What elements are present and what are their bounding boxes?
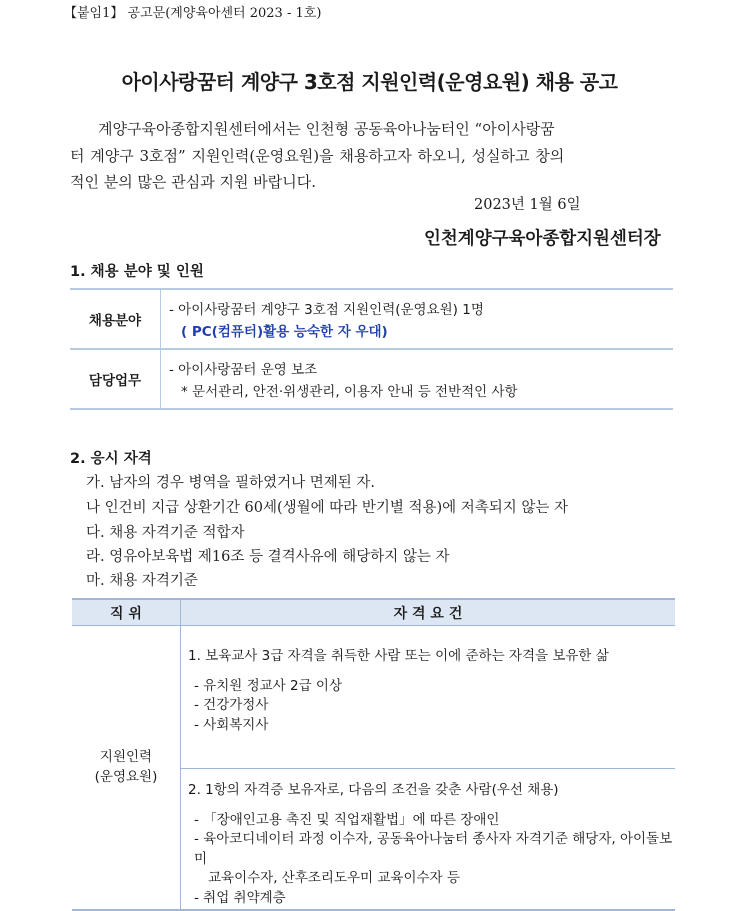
requirement-2-heading: 2. 1항의 자격증 보유자로, 다음의 조건을 갖춘 사람(우선 채용) — [188, 782, 559, 798]
recruitment-table — [70, 288, 673, 410]
qualification-item: 나 인건비 지급 상환기간 60세(생월에 따라 반기별 적용)에 저촉되지 않는 자 — [86, 500, 569, 516]
duty-line-1: - 아이사랑꿈터 운영 보조 — [169, 362, 318, 378]
qualification-item: 가. 남자의 경우 병역을 필하였거나 면제된 자. — [86, 475, 375, 491]
row-content-field — [161, 289, 674, 349]
requirement-2-item: - 「장애인고용 촉진 및 직업재활법」에 따른 장애인 — [194, 811, 500, 828]
qualification-table — [72, 598, 675, 911]
position-detail: (운영요원) — [94, 768, 158, 785]
table-row — [70, 349, 673, 409]
intro-line-1: 계양구육아종합지원센터에서는 인천형 공동육아나눔터인 “아이사랑꿈 — [98, 120, 555, 138]
requirement-2-item: - 육아코디네이터 과정 이수자, 공동육아나눔터 종사자 자격기준 해당자, 아이돌보미 — [194, 831, 673, 867]
qualification-item: 다. 채용 자격기준 적합자 — [86, 525, 245, 541]
organization-name: 인천계양구육아종합지원센터장 — [424, 229, 661, 249]
requirement-1-heading: 1. 보육교사 3급 자격을 취득한 사람 또는 이에 준하는 자격을 보유한 삶 — [188, 648, 609, 664]
table-row — [70, 289, 673, 349]
position-name: 지원인력 — [99, 749, 153, 766]
section2-heading: 2. 응시 자격 — [70, 451, 152, 467]
attachment-tag: 【붙임1】 공고문(계양육아센터 2023 - 1호) — [64, 6, 322, 21]
column-header-requirements: 자 격 요 건 — [181, 599, 676, 626]
qualification-item: 라. 영유아보육법 제16조 등 결격사유에 해당하지 않는 자 — [86, 549, 450, 565]
field-line-1: - 아이사랑꿈터 계양구 3호점 지원인력(운영요원) 1명 — [169, 302, 484, 318]
row-content-duty — [161, 349, 674, 409]
position-cell — [72, 626, 181, 911]
row-header-field: 채용분야 — [70, 289, 161, 349]
page-title: 아이사랑꿈터 계양구 3호점 지원인력(운영요원) 채용 공고 — [121, 70, 618, 94]
field-preference-note: ( PC(컴퓨터)활용 능숙한 자 우대) — [181, 324, 388, 340]
duty-line-2: * 문서관리, 안전·위생관리, 이용자 안내 등 전반적인 사항 — [181, 384, 518, 400]
qualification-item: 마. 채용 자격기준 — [86, 573, 198, 589]
requirement-1-item: - 유치원 정교사 2급 이상 — [194, 677, 342, 694]
requirement-2-item: - 취업 취약계층 — [194, 889, 286, 906]
intro-line-2: 터 계양구 3호점” 지원인력(운영요원)을 채용하고자 하오니, 성실하고 창의 — [70, 147, 565, 165]
row-header-duty: 담당업무 — [70, 349, 161, 409]
requirement-2-item-continued: 교육이수자, 산후조리도우미 교육이수자 등 — [208, 870, 460, 887]
requirement-cell-2 — [181, 769, 676, 911]
requirement-cell-1 — [181, 626, 676, 769]
column-header-position: 직 위 — [72, 599, 181, 626]
intro-line-3: 적인 분의 많은 관심과 지원 바랍니다. — [70, 173, 316, 191]
announcement-date: 2023년 1월 6일 — [474, 197, 581, 213]
section1-heading: 1. 채용 분야 및 인원 — [70, 264, 204, 280]
requirement-1-item: - 사회복지사 — [194, 716, 269, 733]
requirement-1-item: - 건강가정사 — [194, 697, 269, 714]
